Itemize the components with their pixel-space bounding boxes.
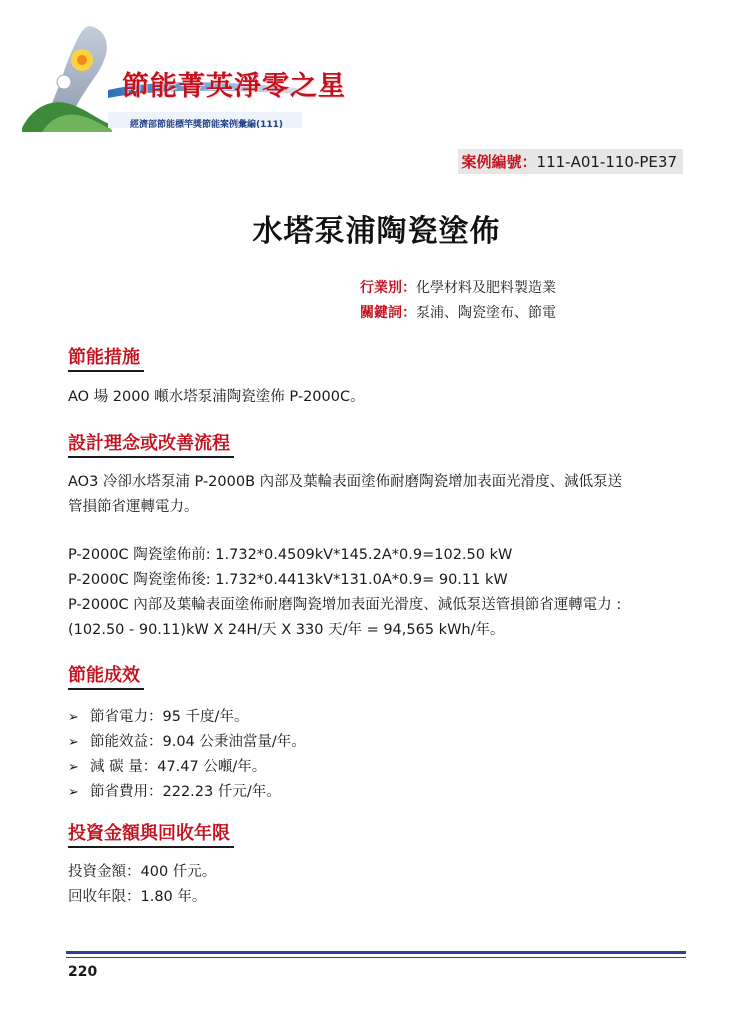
list-item xyxy=(68,705,306,730)
section-heading-measure: 節能措施 xyxy=(68,346,144,372)
logo-subtitle: 經濟部節能標竿獎節能案例彙編(111) xyxy=(130,120,284,130)
footer-divider-thin xyxy=(66,957,686,958)
calc-line-1: P-2000C 陶瓷塗佈前: 1.732*0.4509kV*145.2A*0.9=102.50 kW xyxy=(68,547,513,563)
arrow-bullet-icon: ➢ xyxy=(68,760,79,775)
result-text: 減 碳 量：47.47 公噸/年。 xyxy=(90,759,267,775)
investment-amount: 投資金額：400 仟元。 xyxy=(68,864,217,880)
measure-line: AO 場 2000 噸水塔泵浦陶瓷塗佈 P-2000C。 xyxy=(68,389,365,405)
section-heading-results: 節能成效 xyxy=(68,664,144,690)
investment-text xyxy=(68,860,688,910)
calc-line-4: (102.50 - 90.11)kW X 24H/天 X 330 天/年 = 94,565 kWh/年。 xyxy=(68,622,505,638)
design-intro xyxy=(68,470,688,520)
arrow-bullet-icon: ➢ xyxy=(68,710,79,725)
result-text: 節省費用：222.23 仟元/年。 xyxy=(90,784,281,800)
industry-value: 化學材料及肥料製造業 xyxy=(416,280,556,296)
calc-line-2: P-2000C 陶瓷塗佈後: 1.732*0.4413kV*131.0A*0.9= 90.11 kW xyxy=(68,572,508,588)
keywords-label: 關鍵詞： xyxy=(360,305,416,321)
measure-text xyxy=(68,385,688,410)
design-calculation xyxy=(68,543,688,643)
section-heading-investment: 投資金額與回收年限 xyxy=(68,822,234,848)
arrow-bullet-icon: ➢ xyxy=(68,785,79,800)
section-heading-design: 設計理念或改善流程 xyxy=(68,432,234,458)
keywords-line xyxy=(360,302,556,322)
industry-label: 行業別： xyxy=(360,280,416,296)
list-item xyxy=(68,780,306,805)
logo-title: 節能菁英淨零之星 xyxy=(122,71,346,102)
case-number-value: 111-A01-110-PE37 xyxy=(536,153,677,171)
list-item xyxy=(68,730,306,755)
calc-line-3: P-2000C 內部及葉輪表面塗佈耐磨陶瓷增加表面光滑度、減低泵送管損節省運轉電力 : xyxy=(68,597,622,613)
design-intro-line-2: 管損節省運轉電力。 xyxy=(68,499,199,515)
header-logo xyxy=(12,20,346,135)
design-intro-line-1: AO3 冷卻水塔泵浦 P-2000B 內部及葉輪表面塗佈耐磨陶瓷增加表面光滑度、減低泵送 xyxy=(68,474,623,490)
case-number xyxy=(458,149,683,174)
results-list xyxy=(68,705,306,805)
document-title: 水塔泵浦陶瓷塗佈 xyxy=(252,214,501,249)
arrow-bullet-icon: ➢ xyxy=(68,735,79,750)
payback-period: 回收年限：1.80 年。 xyxy=(68,889,207,905)
keywords-value: 泵浦、陶瓷塗布、節電 xyxy=(416,305,556,321)
footer-divider xyxy=(66,951,686,954)
result-text: 節省電力：95 千度/年。 xyxy=(90,709,249,725)
case-number-label: 案例編號： xyxy=(461,153,537,171)
list-item xyxy=(68,755,306,780)
page-number: 220 xyxy=(68,964,98,980)
industry-line xyxy=(360,277,556,297)
result-text: 節能效益：9.04 公秉油當量/年。 xyxy=(90,734,306,750)
